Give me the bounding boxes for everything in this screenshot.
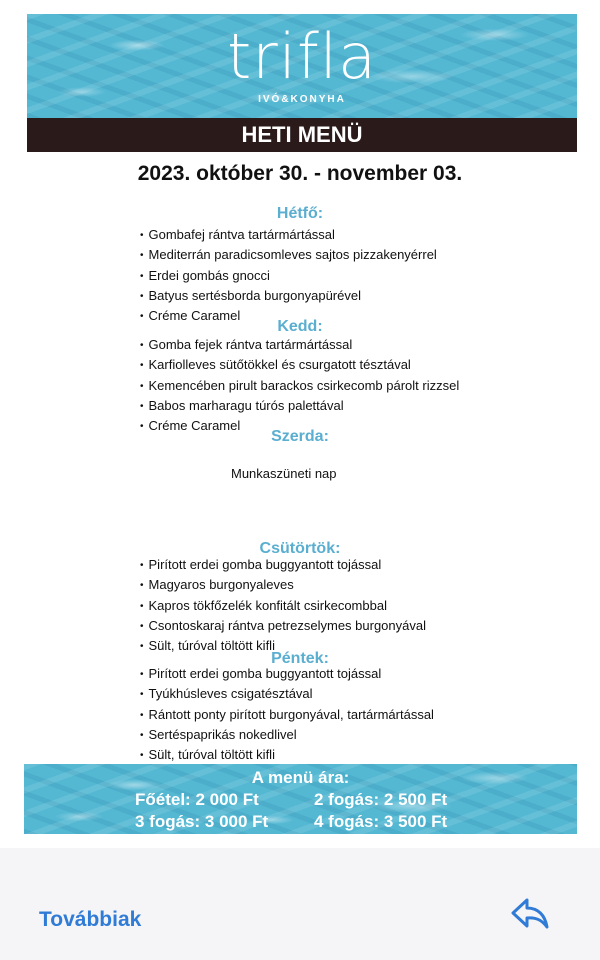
price-four-courses: 4 fogás: 3 500 Ft: [314, 812, 448, 831]
list-item: • Kemencében pirult barackos csirkecomb párolt rizzsel: [140, 377, 459, 397]
tuesday-menu-list: [140, 336, 459, 437]
monday-menu-list: [140, 226, 437, 327]
list-item: • Babos marharagu túrós palettával: [140, 397, 459, 417]
day-heading-thursday: Csütörtök:: [259, 540, 341, 557]
date-range: 2023. október 30. - november 03.: [137, 162, 463, 185]
list-item: • Mediterrán paradicsomleves sajtos pizzakenyérrel: [140, 246, 437, 266]
logo-subtitle: IVÓ&KONYHA: [258, 94, 346, 105]
trifla-logo: trifla: [226, 20, 378, 93]
price-title: A menü ára:: [251, 768, 350, 787]
price-banner: [24, 764, 577, 834]
list-item: • Sertéspaprikás nokedlivel: [140, 726, 434, 746]
reply-arrow-icon[interactable]: [510, 896, 550, 932]
list-item: • Csontoskaraj rántva petrezselymes burgonyával: [140, 617, 426, 637]
holiday-note: Munkaszüneti nap: [231, 466, 337, 481]
list-item: • Pirított erdei gomba buggyantott tojással: [140, 665, 434, 685]
price-two-courses: 2 fogás: 2 500 Ft: [314, 790, 448, 809]
list-item: • Erdei gombás gnocci: [140, 267, 437, 287]
list-item: • Créme Caramel: [140, 307, 437, 327]
day-heading-monday: Hétfő:: [276, 205, 324, 222]
day-heading-tuesday: Kedd:: [277, 318, 323, 335]
list-item: • Batyus sertésborda burgonyapürével: [140, 287, 437, 307]
price-main-course: Főétel: 2 000 Ft: [135, 790, 259, 809]
day-heading-friday: Péntek:: [271, 650, 329, 667]
list-item: • Tyúkhúsleves csigatésztával: [140, 685, 434, 705]
list-item: • Karfiolleves sütőtökkel és csurgatott tésztával: [140, 356, 459, 376]
logo-banner: [27, 14, 577, 118]
day-heading-wednesday: Szerda:: [271, 428, 329, 445]
friday-menu-list: [140, 665, 434, 766]
list-item: • Magyaros burgonyaleves: [140, 576, 426, 596]
menu-title: HETI MENÜ: [27, 118, 577, 152]
list-item: • Gombafej rántva tartármártással: [140, 226, 437, 246]
thursday-menu-list: [140, 556, 426, 657]
more-link[interactable]: Továbbiak: [39, 908, 142, 931]
list-item: • Gomba fejek rántva tartármártással: [140, 336, 459, 356]
price-three-courses: 3 fogás: 3 000 Ft: [135, 812, 269, 831]
list-item: • Kapros tökfőzelék konfitált csirkecombbal: [140, 597, 426, 617]
list-item: • Sült, túróval töltött kifli: [140, 746, 434, 766]
list-item: • Rántott ponty pirított burgonyával, tartármártással: [140, 706, 434, 726]
list-item: • Créme Caramel: [140, 417, 459, 437]
list-item: • Sült, túróval töltött kifli: [140, 637, 426, 657]
list-item: • Pirított erdei gomba buggyantott tojással: [140, 556, 426, 576]
